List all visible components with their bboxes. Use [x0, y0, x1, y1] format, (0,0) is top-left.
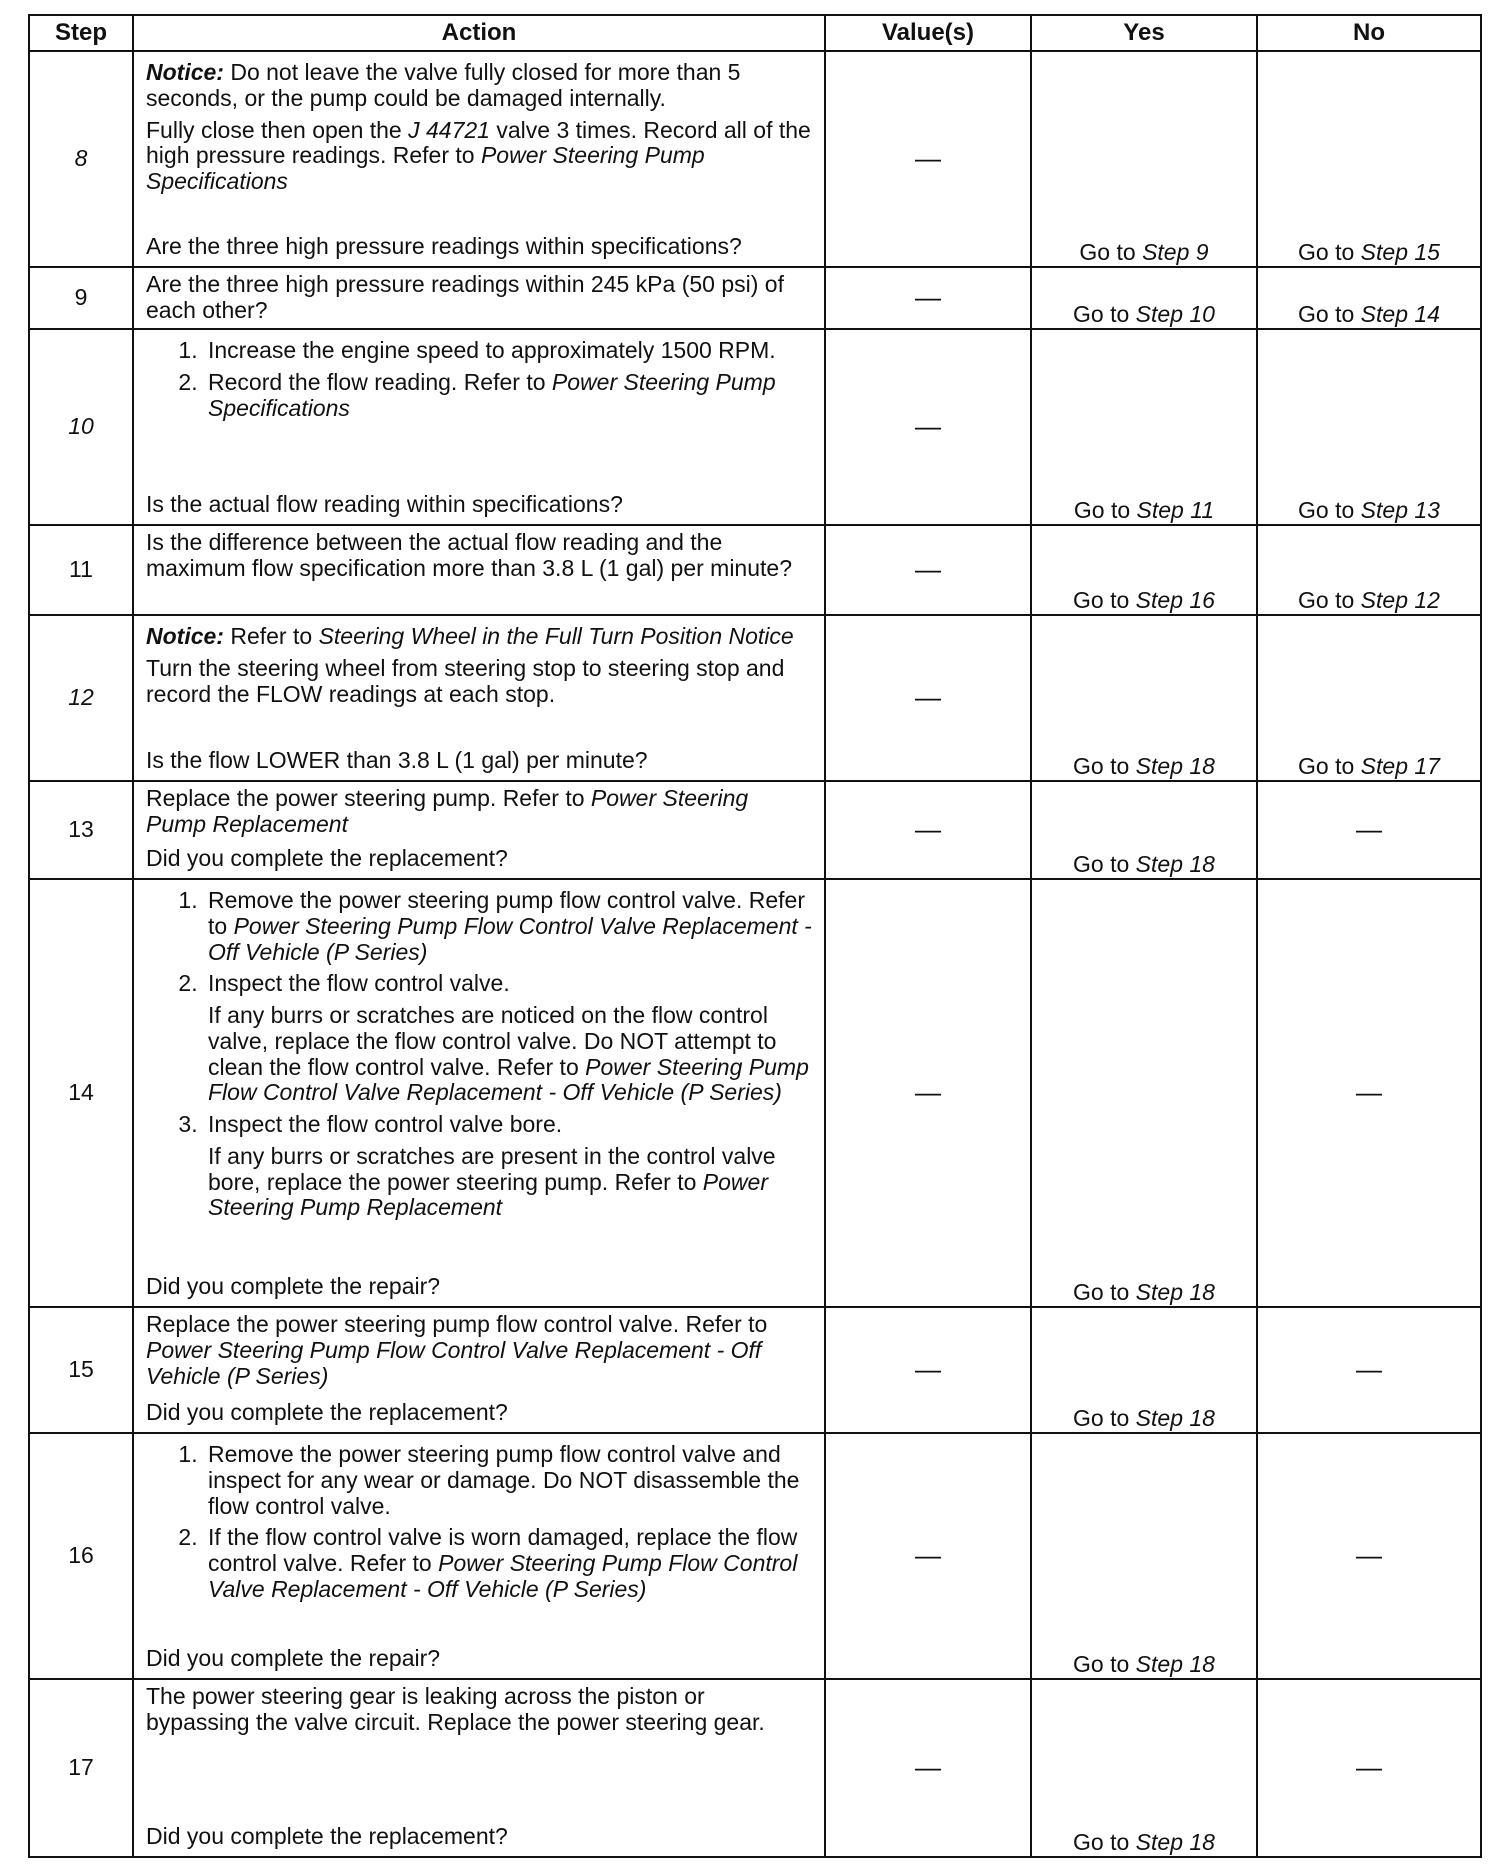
- no-cell: —: [1257, 781, 1481, 879]
- goto-link: Step 10: [1135, 301, 1215, 328]
- header-yes: Yes: [1031, 15, 1257, 51]
- header-no: No: [1257, 15, 1481, 51]
- list-item: 1. Remove the power steering pump flow control valve. Refer to Power Steering Pump Flow Control Valve Replacement - Off Vehicle (P Series): [204, 888, 814, 965]
- goto-link: Step 18: [1135, 1651, 1215, 1678]
- step-row-14: [29, 879, 1481, 1307]
- header-action: Action: [133, 15, 825, 51]
- notice: Notice: Do not leave the valve fully closed for more than 5 seconds, or the pump could be damaged internally.: [146, 59, 741, 111]
- values-cell: —: [825, 51, 1031, 267]
- values-cell: —: [825, 1679, 1031, 1857]
- action-cell: [133, 781, 825, 879]
- no-cell: —: [1257, 1433, 1481, 1679]
- action-cell: [133, 1433, 825, 1679]
- values-cell: —: [825, 879, 1031, 1307]
- no-cell: —: [1257, 1679, 1481, 1857]
- no-cell: Go to Step 14: [1257, 267, 1481, 329]
- values-cell: —: [825, 525, 1031, 615]
- goto-link: Step 14: [1360, 301, 1440, 328]
- values-cell: —: [825, 615, 1031, 781]
- yes-cell: Go to Step 18: [1031, 1433, 1257, 1679]
- step-row-12: [29, 615, 1481, 781]
- no-cell: Go to Step 17: [1257, 615, 1481, 781]
- yes-cell: Go to Step 18: [1031, 879, 1257, 1307]
- question: Is the actual flow reading within specifications?: [146, 491, 623, 518]
- procedure-list: [146, 1442, 814, 1603]
- question: Is the difference between the actual flow reading and the maximum flow specification more than 3.8 L (1 gal) per minute?: [146, 529, 792, 581]
- goto-link: Step 18: [1135, 1405, 1215, 1432]
- yes-cell: Go to Step 11: [1031, 329, 1257, 525]
- question: Did you complete the replacement?: [146, 845, 508, 872]
- instruction: The power steering gear is leaking across the piston or bypassing the valve circuit. Replace the power steering gear.: [146, 1683, 765, 1735]
- header-row: [29, 15, 1481, 51]
- yes-cell: Go to Step 18: [1031, 781, 1257, 879]
- question: Is the flow LOWER than 3.8 L (1 gal) per minute?: [146, 747, 648, 774]
- action-cell: [133, 1307, 825, 1433]
- list-item: 1. Remove the power steering pump flow control valve and inspect for any wear or damage. Do NOT disassemble the flow control valve.: [204, 1442, 814, 1519]
- instruction: Turn the steering wheel from steering stop to steering stop and record the FLOW readings at each stop.: [146, 654, 785, 707]
- goto-link: Step 17: [1360, 753, 1440, 780]
- question: Did you complete the repair?: [146, 1273, 441, 1300]
- goto-link: Step 9: [1142, 239, 1209, 266]
- goto-link: Step 18: [1135, 851, 1215, 878]
- goto-link: Step 18: [1135, 753, 1215, 780]
- yes-cell: Go to Step 18: [1031, 615, 1257, 781]
- step-row-11: [29, 525, 1481, 615]
- step-number: 15: [29, 1307, 133, 1433]
- no-cell: Go to Step 13: [1257, 329, 1481, 525]
- no-cell: —: [1257, 879, 1481, 1307]
- step-row-15: [29, 1307, 1481, 1433]
- step-number: 9: [29, 267, 133, 329]
- step-row-10: [29, 329, 1481, 525]
- notice: Notice: Refer to Steering Wheel in the Full Turn Position Notice: [146, 623, 794, 649]
- step-row-16: [29, 1433, 1481, 1679]
- action-cell: [133, 1679, 825, 1857]
- values-cell: —: [825, 781, 1031, 879]
- question: Are the three high pressure readings within 245 kPa (50 psi) of each other?: [146, 271, 784, 323]
- yes-cell: Go to Step 18: [1031, 1679, 1257, 1857]
- action-cell: [133, 51, 825, 267]
- question: Did you complete the replacement?: [146, 1823, 508, 1850]
- step-row-9: [29, 267, 1481, 329]
- question: Did you complete the replacement?: [146, 1399, 508, 1426]
- step-row-17: [29, 1679, 1481, 1857]
- procedure-list: [146, 888, 814, 1221]
- action-cell: [133, 615, 825, 781]
- values-cell: —: [825, 329, 1031, 525]
- no-cell: Go to Step 15: [1257, 51, 1481, 267]
- step-number: 8: [29, 51, 133, 267]
- goto-link: Step 18: [1135, 1279, 1215, 1306]
- values-cell: —: [825, 267, 1031, 329]
- header-values: Value(s): [825, 15, 1031, 51]
- action-cell: [133, 267, 825, 329]
- goto-link: Step 15: [1360, 239, 1440, 266]
- step-number: 10: [29, 329, 133, 525]
- procedure-list: [146, 338, 814, 421]
- step-number: 12: [29, 615, 133, 781]
- instruction: Replace the power steering pump flow control valve. Refer to Power Steering Pump Flow Control Valve Replacement - Off Vehicle (P Series): [146, 1311, 768, 1389]
- goto-link: Step 18: [1135, 1829, 1215, 1856]
- list-item: 2. Inspect the flow control valve. If any burrs or scratches are noticed on the flow control valve, replace the flow control valve. Do NOT attempt to clean the flow control valve. Refer to Power Steering Pump Flow Control Valve Replacement - Off Vehicle (P Series): [204, 971, 814, 1106]
- step-number: 17: [29, 1679, 133, 1857]
- step-number: 14: [29, 879, 133, 1307]
- question: Did you complete the repair?: [146, 1645, 441, 1672]
- goto-link: Step 12: [1360, 587, 1440, 614]
- goto-link: Step 13: [1360, 497, 1440, 524]
- step-row-13: [29, 781, 1481, 879]
- yes-cell: Go to Step 18: [1031, 1307, 1257, 1433]
- values-cell: —: [825, 1307, 1031, 1433]
- goto-link: Step 16: [1135, 587, 1215, 614]
- no-cell: Go to Step 12: [1257, 525, 1481, 615]
- action-cell: [133, 525, 825, 615]
- action-cell: [133, 329, 825, 525]
- values-cell: —: [825, 1433, 1031, 1679]
- no-cell: —: [1257, 1307, 1481, 1433]
- header-step: Step: [29, 15, 133, 51]
- list-item: 2. If the flow control valve is worn damaged, replace the flow control valve. Refer to Power Steering Pump Flow Control Valve Replacement - Off Vehicle (P Series): [204, 1525, 814, 1602]
- question: Are the three high pressure readings within specifications?: [146, 233, 742, 260]
- step-number: 11: [29, 525, 133, 615]
- goto-link: Step 11: [1136, 497, 1215, 524]
- instruction: Replace the power steering pump. Refer to Power Steering Pump Replacement: [146, 785, 749, 837]
- diagnostic-table: [28, 14, 1482, 1858]
- step-number: 13: [29, 781, 133, 879]
- yes-cell: Go to Step 10: [1031, 267, 1257, 329]
- step-row-8: [29, 51, 1481, 267]
- instruction: Fully close then open the J 44721 valve 3 times. Record all of the high pressure readings. Refer to Power Steering Pump Specifications: [146, 116, 811, 194]
- yes-cell: Go to Step 9: [1031, 51, 1257, 267]
- list-item: 2. Record the flow reading. Refer to Power Steering Pump Specifications: [204, 370, 814, 422]
- list-item: 1. Increase the engine speed to approximately 1500 RPM.: [204, 338, 814, 364]
- list-item: 3. Inspect the flow control valve bore. If any burrs or scratches are present in the control valve bore, replace the power steering pump. Refer to Power Steering Pump Replacement: [204, 1112, 814, 1221]
- action-cell: [133, 879, 825, 1307]
- yes-cell: Go to Step 16: [1031, 525, 1257, 615]
- step-number: 16: [29, 1433, 133, 1679]
